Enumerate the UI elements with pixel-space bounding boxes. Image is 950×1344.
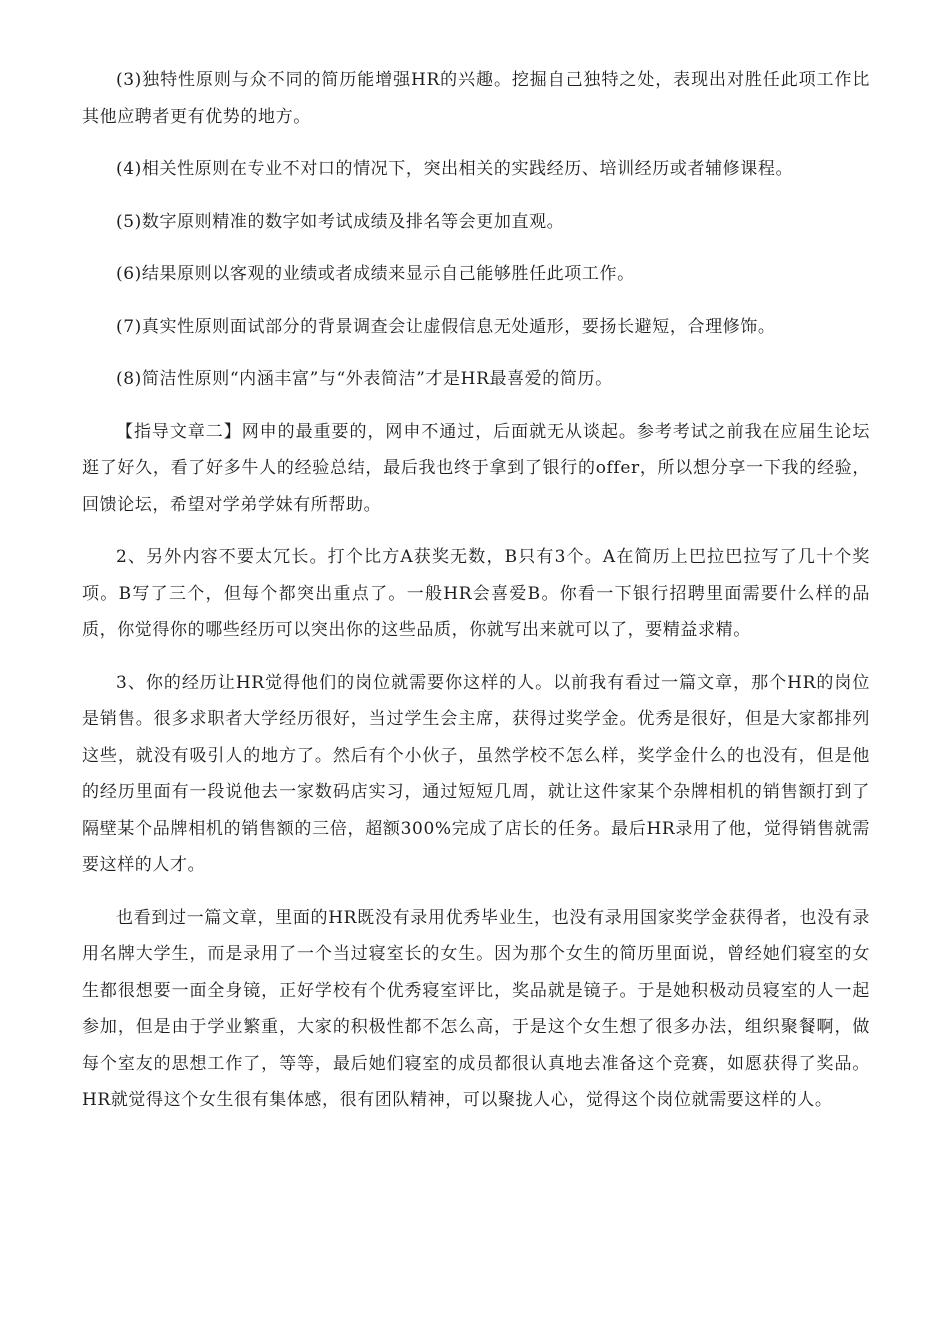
tip-experience-fit: 3、你的经历让HR觉得他们的岗位就需要你这样的人。以前我有看过一篇文章，那个HR的岗位是销售。很多求职者大学经历很好，当过学生会主席，获得过奖学金。优秀是很好，但是大家都排列这些，就没有吸引人的地方了。然后有个小伙子，虽然学校不怎么样，奖学金什么的也没有，但是他的经历里面有一段说他去一家数码店实习，通过短短几周，就让这件家某个杂牌相机的销售额打到了隔壁某个品牌相机的销售额的三倍，超额300%完成了店长的任务。最后HR录用了他，觉得销售就需要这样的人才。 (82, 672, 870, 875)
principle-conciseness: (8)简洁性原则“内涵丰富”与“外表简洁”才是HR最喜爱的简历。 (116, 369, 613, 389)
document-page (82, 62, 870, 1135)
guide-article-two: 【指导文章二】网申的最重要的，网申不通过，后面就无从谈起。参考考试之前我在应届生论坛逛了好久，看了好多牛人的经验总结，最后我也终于拿到了银行的offer，所以想分享一下我的经验，回馈论坛，希望对学弟学妹有所帮助。 (82, 421, 870, 515)
principle-results: (6)结果原则以客观的业绩或者成绩来显示自己能够胜任此项工作。 (116, 264, 635, 284)
principle-relevance: (4)相关性原则在专业不对口的情况下，突出相关的实践经历、培训经历或者辅修课程。 (116, 159, 794, 179)
principle-uniqueness: (3)独特性原则与众不同的简历能增强HR的兴趣。挖掘自己独特之处，表现出对胜任此项工作比其他应聘者更有优势的地方。 (82, 70, 870, 127)
principle-truthfulness: (7)真实性原则面试部分的背景调查会让虚假信息无处遁形，要扬长避短，合理修饰。 (116, 316, 776, 337)
principle-numbers: (5)数字原则精准的数字如考试成绩及排名等会更加直观。 (116, 211, 565, 232)
story-dorm-leader: 也看到过一篇文章，里面的HR既没有录用优秀毕业生，也没有录用国家奖学金获得者，也没有录用名牌大学生，而是录用了一个当过寝室长的女生。因为那个女生的简历里面说，曾经她们寝室的女生都很想要一面全身镜，正好学校有个优秀寝室评比，奖品就是镜子。于是她积极动员寝室的人一起参加，但是由于学业繁重，大家的积极性都不怎么高，于是这个女生想了很多办法，组织聚餐啊，做每个室友的思想工作了，等等，最后她们寝室的成员都很认真地去准备这个竞赛，如愿获得了奖品。HR就觉得这个女生很有集体感，很有团队精神，可以聚拢人心，觉得这个岗位就需要这样的人。 (82, 907, 870, 1110)
tip-content-length: 2、另外内容不要太冗长。打个比方A获奖无数，B只有3个。A在简历上巴拉巴拉写了几十个奖项。B写了三个，但每个都突出重点了。一般HR会喜爱B。你看一下银行招聘里面需要什么样的品质，你觉得你的哪些经历可以突出你的这些品质，你就写出来就可以了，要精益求精。 (82, 547, 870, 640)
